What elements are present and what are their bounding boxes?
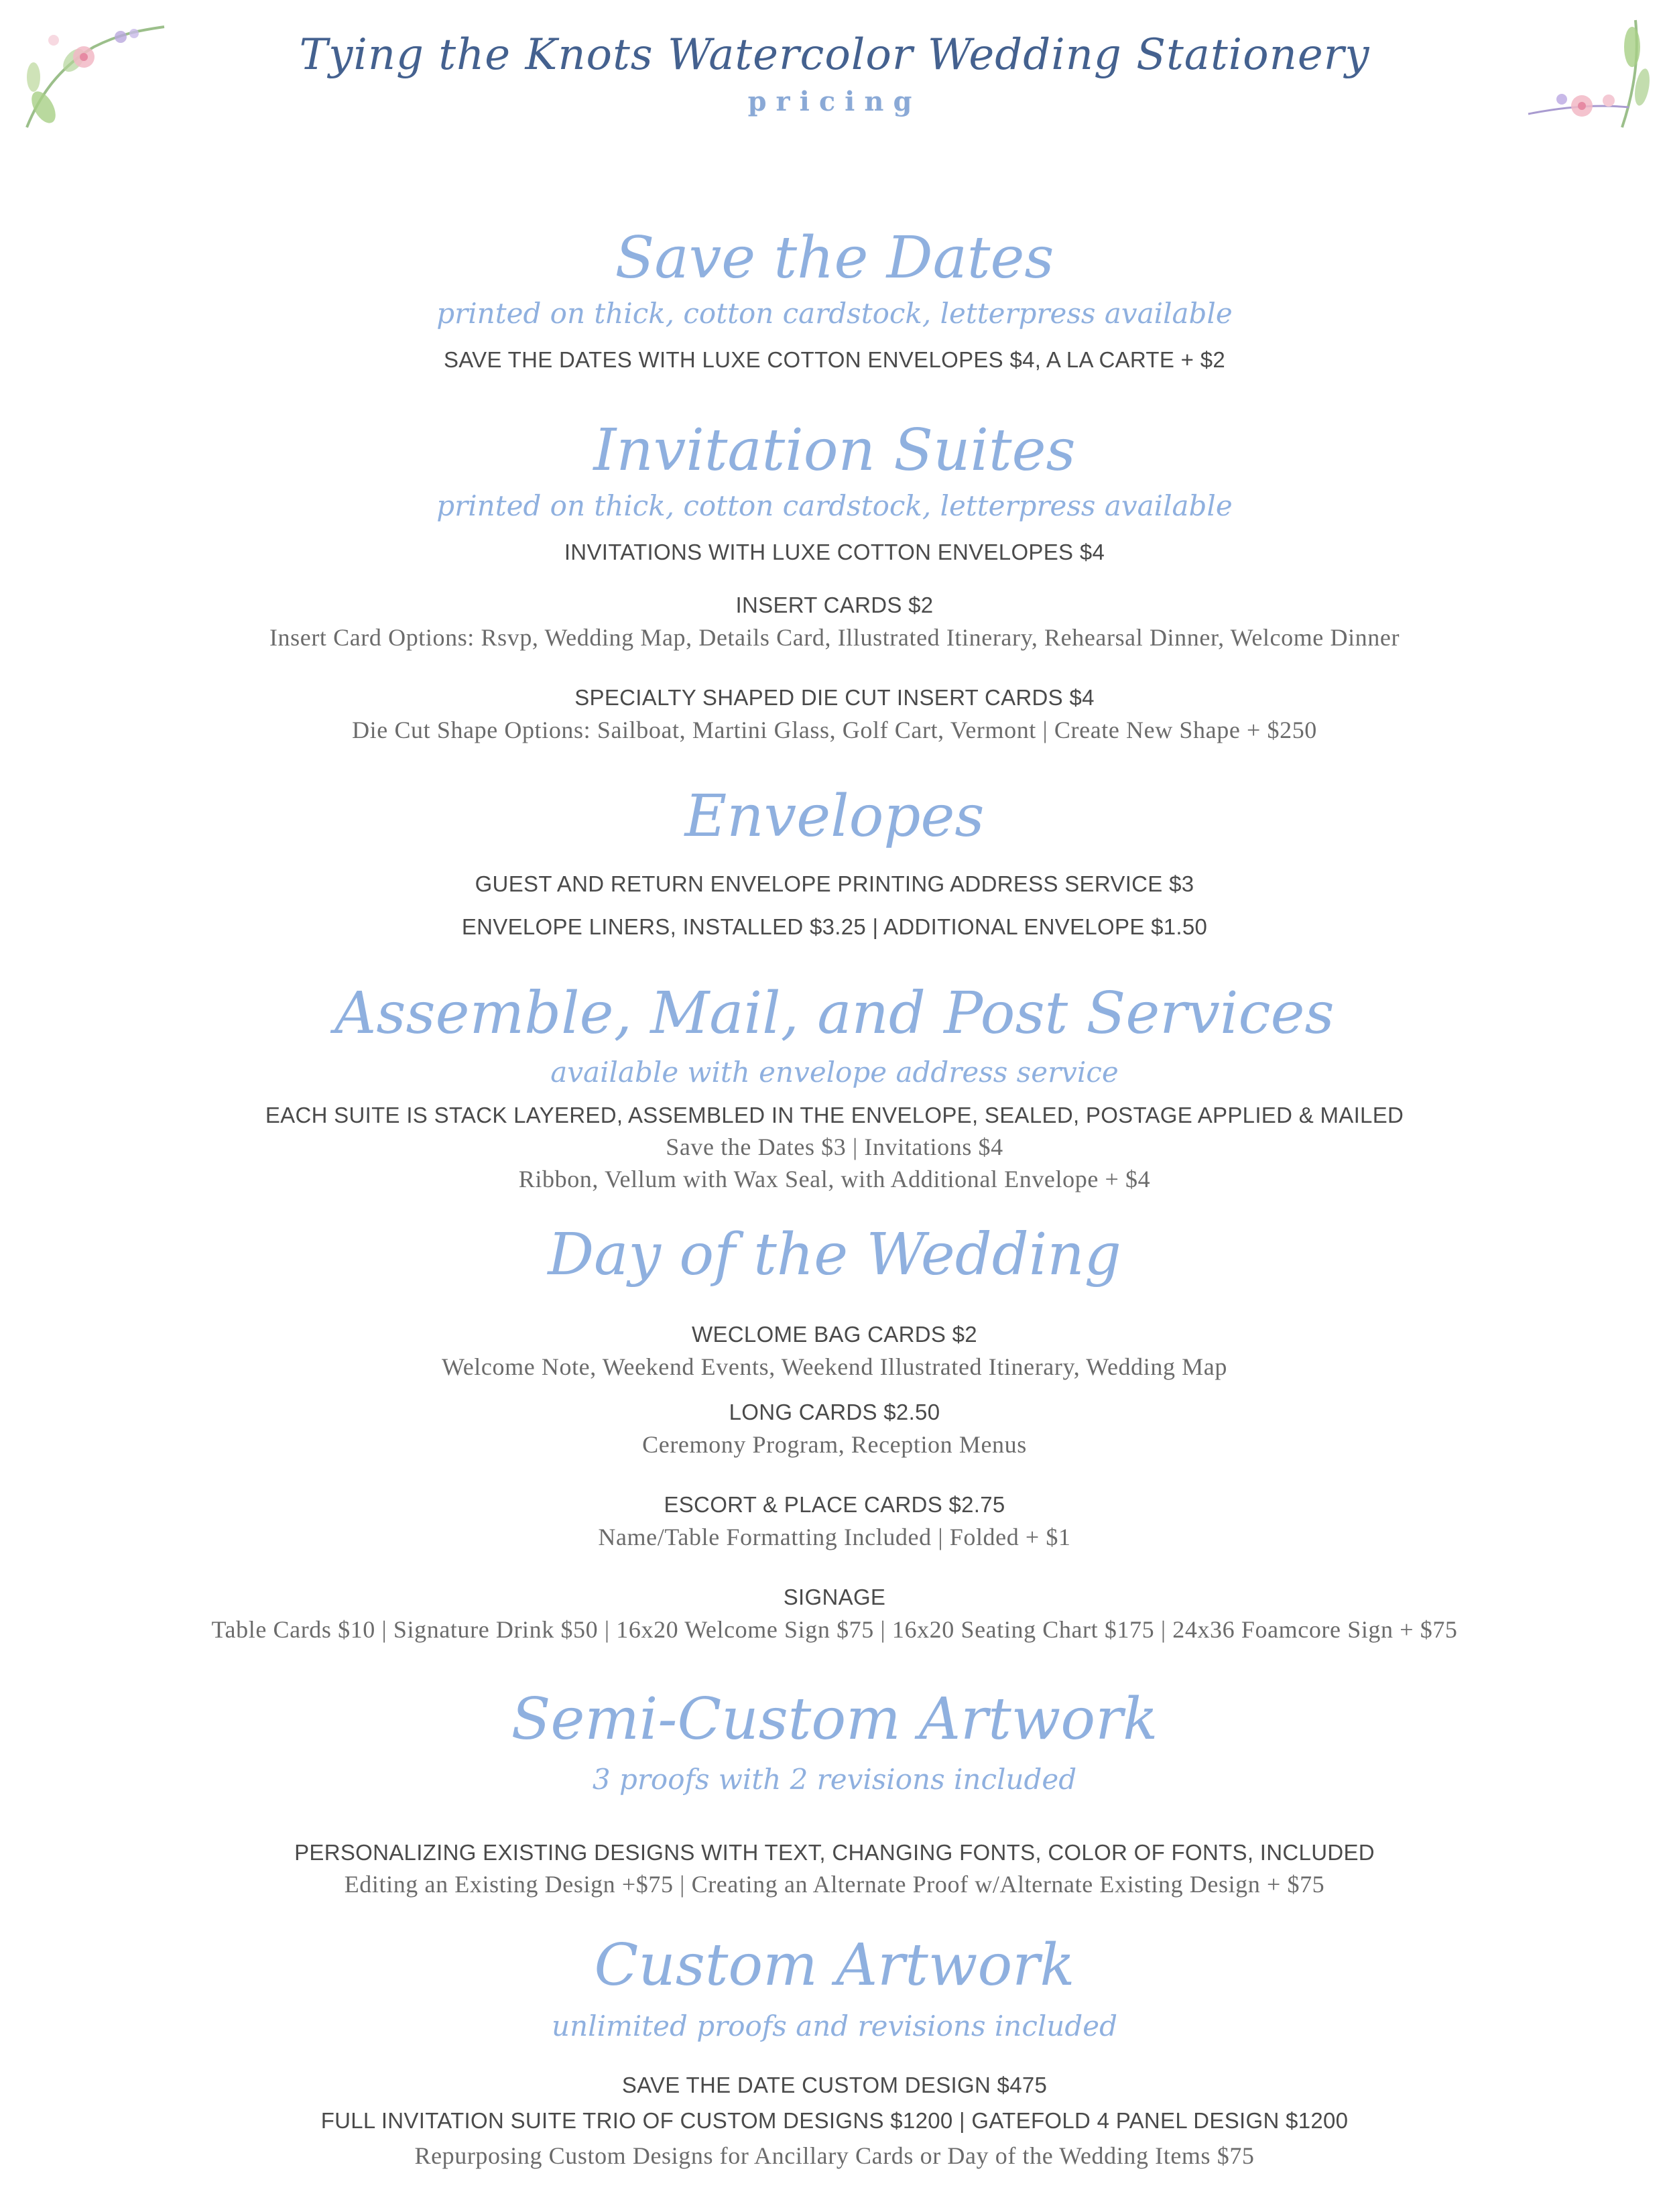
price-line: INVITATIONS WITH LUXE COTTON ENVELOPES $4 [564,540,1105,564]
option-line: Editing an Existing Design +$75 | Creating an Alternate Proof w/Alternate Existing Design + $75 [344,1871,1325,1898]
option-line: Save the Dates $3 | Invitations $4 [666,1133,1003,1160]
section-heading-invitation-suites: Invitation Suites [593,417,1076,484]
option-line: Insert Card Options: Rsvp, Wedding Map, Details Card, Illustrated Itinerary, Rehearsal Dinner, Welcome Dinner [269,624,1400,651]
option-line: Ribbon, Vellum with Wax Seal, with Additional Envelope + $4 [518,1166,1151,1192]
price-line: LONG CARDS $2.50 [729,1400,940,1424]
section-heading-custom: Custom Artwork [594,1932,1075,1999]
price-line: SIGNAGE [783,1585,886,1609]
option-line: Ceremony Program, Reception Menus [642,1431,1027,1458]
price-line: EACH SUITE IS STACK LAYERED, ASSEMBLED IN THE ENVELOPE, SEALED, POSTAGE APPLIED & MAILED [265,1103,1404,1127]
price-line: WECLOME BAG CARDS $2 [692,1322,977,1347]
section-note-custom: unlimited proofs and revisions included [552,2010,1117,2042]
section-heading-envelopes: Envelopes [684,783,985,850]
option-line: Repurposing Custom Designs for Ancillary Cards or Day of the Wedding Items $75 [414,2142,1255,2169]
section-heading-semi-custom: Semi-Custom Artwork [511,1686,1158,1753]
section-note-save-the-dates: printed on thick, cotton cardstock, letterpress available [436,297,1233,330]
option-line: Die Cut Shape Options: Sailboat, Martini Glass, Golf Cart, Vermont | Create New Shape + $250 [352,717,1317,743]
section-note-invitation-suites: printed on thick, cotton cardstock, letterpress available [436,489,1233,522]
section-heading-save-the-dates: Save the Dates [615,225,1054,292]
option-line: Name/Table Formatting Included | Folded + $1 [598,1524,1071,1550]
section-note-assemble: available with envelope address service [550,1056,1119,1089]
option-line: Welcome Note, Weekend Events, Weekend Illustrated Itinerary, Wedding Map [442,1353,1227,1380]
section-heading-assemble: Assemble, Mail, and Post Services [334,980,1335,1047]
price-line: INSERT CARDS $2 [735,593,934,617]
price-line: PERSONALIZING EXISTING DESIGNS WITH TEXT, CHANGING FONTS, COLOR OF FONTS, INCLUDED [294,1840,1375,1865]
page-subtitle: pricing [747,86,922,117]
page-title: Tying the Knots Watercolor Wedding Stationery [299,30,1370,80]
option-line: Table Cards $10 | Signature Drink $50 | 16x20 Welcome Sign $75 | 16x20 Seating Chart $175 | 24x36 Foamcore Sign + $75 [211,1616,1458,1643]
price-line: SPECIALTY SHAPED DIE CUT INSERT CARDS $4 [574,685,1095,710]
price-line: SAVE THE DATES WITH LUXE COTTON ENVELOPES $4, A LA CARTE + $2 [443,347,1226,372]
price-line: FULL INVITATION SUITE TRIO OF CUSTOM DESIGNS $1200 | GATEFOLD 4 PANEL DESIGN $1200 [320,2108,1349,2133]
price-line: SAVE THE DATE CUSTOM DESIGN $475 [621,2073,1048,2097]
price-line: ESCORT & PLACE CARDS $2.75 [664,1492,1005,1517]
section-note-semi-custom: 3 proofs with 2 revisions included [592,1763,1077,1796]
section-heading-day-of-wedding: Day of the Wedding [548,1221,1121,1288]
price-line: GUEST AND RETURN ENVELOPE PRINTING ADDRESS SERVICE $3 [475,871,1194,896]
price-line: ENVELOPE LINERS, INSTALLED $3.25 | ADDITIONAL ENVELOPE $1.50 [461,914,1208,939]
